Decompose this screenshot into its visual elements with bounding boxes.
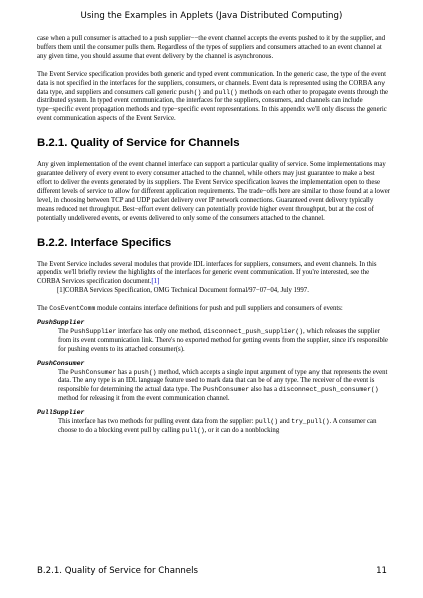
term-push-consumer: PushConsumer [37, 359, 85, 367]
definition-push-consumer: The PushConsumer has a push() method, which accepts a single input argument of type any that represents the event data. The any type is an IDL language feature used to mark data that can be of any type. The receiver of the event is responsible for determining the actual data type. The PushConsumer also has a disconnect_push_consumer() method for releasing it from the event communication channel. [58, 368, 388, 403]
page-number: 11 [376, 566, 387, 576]
section-heading-interface-specifics: B.2.2. Interface Specifics [37, 236, 172, 249]
footnote: [1]CORBA Services Specification, OMG Technical Document formal/97−07−04, July 1997. [57, 287, 309, 295]
code-coseventcomm: CosEventComm [49, 305, 96, 313]
definition-push-supplier: The PushSupplier interface has only one method, disconnect_push_supplier(), which releases the supplier from its event communication link. There's no exported method for getting events from the supplier, since it's responsible for pushing events to its attached consumer(s). [58, 327, 388, 353]
footer-section-title: B.2.1. Quality of Service for Channels [37, 566, 199, 576]
term-push-supplier: PushSupplier [37, 319, 85, 327]
interface-definition-list [37, 319, 391, 436]
footnote-link[interactable]: [1] [151, 278, 160, 286]
section-heading-quality-of-service: B.2.1. Quality of Service for Channels [37, 137, 240, 150]
running-header: Using the Examples in Applets (Java Distributed Computing) [80, 11, 343, 21]
intro-paragraph-1: case when a pull consumer is attached to a push supplier−−the event channel accepts the events pushed to it by the supplier, and buffers them until the consumer pulls them. Regardless of the types of suppliers and consumers attached to an event channel at any given time, you should assume that event delivery by the channel is asynchronous. [37, 35, 386, 60]
term-pull-supplier: PullSupplier [37, 409, 85, 417]
code-push: push() [178, 88, 202, 96]
code-any: any [373, 79, 386, 87]
page-body [37, 35, 391, 436]
interface-specifics-paragraph: The Event Service includes several modules that provide IDL interfaces for suppliers, consumers, and event channels. In this appendix we'll briefly review the highlights of the interfaces for generic event communication. If you're interested, see the CORBA Services specification document.[1] [37, 260, 377, 286]
cos-event-comm-paragraph: The CosEventComm module contains interface definitions for push and pull suppliers and consumers of events: [37, 305, 343, 313]
intro-paragraph-2: The Event Service specification provides both generic and typed event communication. In the generic case, the type of the event data is not specified in the interfaces for the suppliers, consumers, or channels. Event data is represented using the CORBA any data type, and suppliers and consumers call generic push() and pull() methods on each other to propagate events through the distributed system. In typed event communication, the interfaces for the suppliers, consumers, and channels can include type−specific event propagation methods and type−specific event representations. In this appendix we'll only discuss the generic event communication aspects of the Event Service. [37, 70, 389, 123]
quality-of-service-paragraph: Any given implementation of the event channel interface can support a particular quality of service. Some implementations may guarantee delivery of every event to every consumer attached to the channel, while others may just guarantee to make a best effort to deliver the events generated by its suppliers. The Event Service specification leaves the implementation open to these different levels of service to allow for different application requirements. The trade−offs here are similar to those found at a lower level, in choosing between TCP and UDP packet delivery over IP network connections. Guaranteed event delivery typically means reduced net throughput. Best−effort event delivery can potentially provide higher event throughput, but at the cost of potentially undelivered events, or events delivered to only some of the consumers attached to the channel. [37, 161, 391, 222]
definition-pull-supplier: This interface has two methods for pulling event data from the supplier: pull() and try_pull(). A consumer can choose to do a blocking event pull by calling pull(), or it can do a nonblocking [58, 418, 377, 434]
code-pull: pull() [214, 88, 238, 96]
page-body-viewport [37, 35, 391, 556]
